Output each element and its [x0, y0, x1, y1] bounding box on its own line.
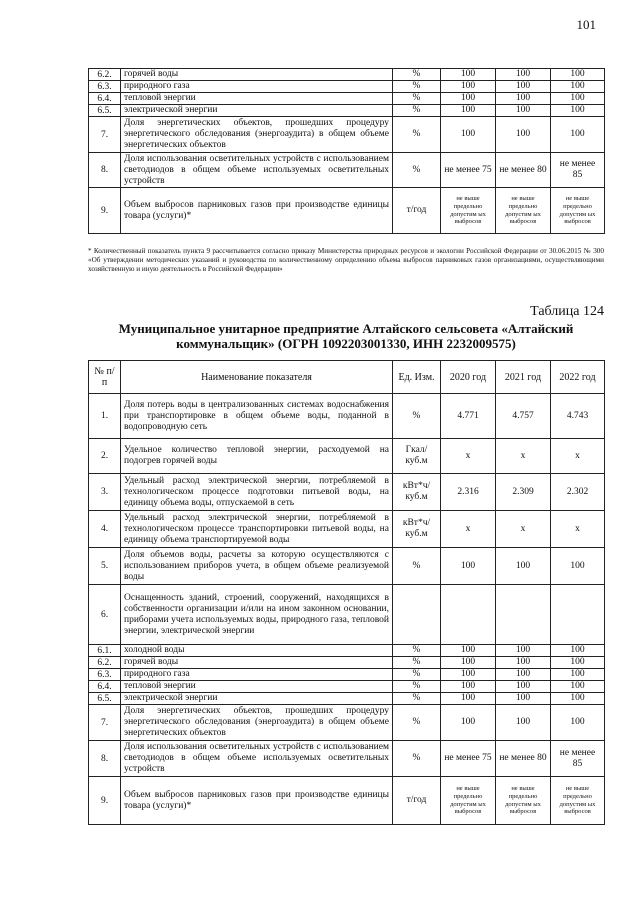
- indicator-name: Удельный расход электрической энергии, потребляемой в технологическом процессе транспортировки питьевой воды, на единицу объема транспортируемой воды: [121, 511, 393, 548]
- indicator-name: тепловой энергии: [121, 681, 393, 693]
- table-row: [89, 693, 605, 705]
- table-row: [89, 741, 605, 777]
- row-number: 8.: [89, 153, 121, 188]
- footnote: * Количественный показатель пункта 9 рассчитывается согласно приказу Министерства природных ресурсов и экологии Российской Федерации от 30.06.2015 № 300 «Об утверждении методических указаний и руководства по количественному определению объема выбросов парниковых газов организациями, осуществляющими хозяйственную и иную деятельность в Российской Федерации»: [88, 247, 604, 273]
- unit-cell: %: [393, 93, 441, 105]
- row-number: 6.2.: [89, 657, 121, 669]
- table-row: [89, 439, 605, 474]
- value-2021: не менее 80: [496, 153, 551, 188]
- unit-cell: [393, 585, 441, 645]
- value-2020: 100: [441, 105, 496, 117]
- value-2021: 100: [496, 81, 551, 93]
- table-row: [89, 585, 605, 645]
- unit-cell: %: [393, 705, 441, 741]
- unit-cell: кВт*ч/ куб.м: [393, 511, 441, 548]
- row-number: 6.5.: [89, 105, 121, 117]
- value-2020: не менее 75: [441, 153, 496, 188]
- value-2022: 100: [551, 693, 605, 705]
- unit-cell: %: [393, 693, 441, 705]
- table-continued: [88, 68, 605, 234]
- table-row: [89, 105, 605, 117]
- value-2021: 100: [496, 548, 551, 585]
- row-number: 9.: [89, 777, 121, 825]
- row-number: 6.5.: [89, 693, 121, 705]
- row-number: 7.: [89, 117, 121, 153]
- unit-cell: %: [393, 657, 441, 669]
- value-2020: 100: [441, 69, 496, 81]
- indicator-name: Оснащенность зданий, строений, сооружений, находящихся в собственности организации и/или на ином законном основании, приборами учета используемых воды, природного газа, тепловой энергии, электрической энергии: [121, 585, 393, 645]
- indicator-name: Доля энергетических объектов, прошедших процедуру энергетического обследования (энергоаудита) в общем объеме энергетических объектов: [121, 705, 393, 741]
- indicator-name: горячей воды: [121, 657, 393, 669]
- table-row: [89, 188, 605, 234]
- indicator-name: электрической энергии: [121, 693, 393, 705]
- value-2020: не менее 75: [441, 741, 496, 777]
- value-2022: не выше предельно допустим ых выбросов: [551, 188, 605, 234]
- value-2020: 100: [441, 645, 496, 657]
- value-2022: 4.743: [551, 394, 605, 439]
- value-2021: [496, 585, 551, 645]
- value-2020: 100: [441, 548, 496, 585]
- row-number: 2.: [89, 439, 121, 474]
- header-indicator: Наименование показателя: [121, 361, 393, 394]
- row-number: 1.: [89, 394, 121, 439]
- unit-cell: %: [393, 153, 441, 188]
- value-2022: не выше предельно допустим ых выбросов: [551, 777, 605, 825]
- row-number: 5.: [89, 548, 121, 585]
- row-number: 6.2.: [89, 69, 121, 81]
- header-row: [89, 361, 605, 394]
- value-2021: 100: [496, 681, 551, 693]
- value-2020: 100: [441, 705, 496, 741]
- unit-cell: т/год: [393, 188, 441, 234]
- value-2020: 100: [441, 81, 496, 93]
- indicator-name: природного газа: [121, 81, 393, 93]
- unit-cell: Гкал/ куб.м: [393, 439, 441, 474]
- value-2022: 100: [551, 645, 605, 657]
- unit-cell: %: [393, 117, 441, 153]
- table-row: [89, 153, 605, 188]
- value-2020: 100: [441, 117, 496, 153]
- table-row: [89, 777, 605, 825]
- table-row: [89, 81, 605, 93]
- row-number: 8.: [89, 741, 121, 777]
- value-2021: 100: [496, 669, 551, 681]
- unit-cell: %: [393, 69, 441, 81]
- table-row: [89, 511, 605, 548]
- table-row: [89, 548, 605, 585]
- value-2021: x: [496, 511, 551, 548]
- value-2022: 100: [551, 93, 605, 105]
- table-row: [89, 117, 605, 153]
- value-2020: x: [441, 439, 496, 474]
- table-row: [89, 681, 605, 693]
- table-row: [89, 474, 605, 511]
- value-2021: 100: [496, 705, 551, 741]
- value-2022: 100: [551, 657, 605, 669]
- value-2021: 4.757: [496, 394, 551, 439]
- value-2020: 2.316: [441, 474, 496, 511]
- unit-cell: %: [393, 681, 441, 693]
- value-2020: не выше предельно допустим ых выбросов: [441, 777, 496, 825]
- header-number: № п/п: [89, 361, 121, 394]
- value-2020: 100: [441, 681, 496, 693]
- organization-title: Муниципальное унитарное предприятие Алтайского сельсовета «Алтайский коммунальщик» (ОГРН 1092203001330, ИНН 2232009575): [118, 321, 574, 351]
- value-2020: не выше предельно допустим ых выбросов: [441, 188, 496, 234]
- indicator-name: Доля энергетических объектов, прошедших процедуру энергетического обследования (энергоаудита) в общем объеме энергетических объектов: [121, 117, 393, 153]
- row-number: 6.3.: [89, 81, 121, 93]
- value-2022: не менее 85: [551, 741, 605, 777]
- unit-cell: %: [393, 105, 441, 117]
- unit-cell: %: [393, 645, 441, 657]
- table-caption: Таблица 124: [530, 304, 604, 319]
- indicator-name: Объем выбросов парниковых газов при производстве единицы товара (услуги)*: [121, 188, 393, 234]
- value-2021: x: [496, 439, 551, 474]
- indicator-name: Доля объемов воды, расчеты за которую осуществляются с использованием приборов учета, в общем объеме реализуемой воды: [121, 548, 393, 585]
- row-number: 6.3.: [89, 669, 121, 681]
- row-number: 6.: [89, 585, 121, 645]
- value-2022: 100: [551, 117, 605, 153]
- value-2022: [551, 585, 605, 645]
- indicator-name: Объем выбросов парниковых газов при производстве единицы товара (услуги)*: [121, 777, 393, 825]
- row-number: 3.: [89, 474, 121, 511]
- value-2022: 100: [551, 705, 605, 741]
- row-number: 6.1.: [89, 645, 121, 657]
- value-2022: x: [551, 511, 605, 548]
- unit-cell: %: [393, 394, 441, 439]
- table-row: [89, 93, 605, 105]
- value-2022: 100: [551, 548, 605, 585]
- value-2020: x: [441, 511, 496, 548]
- value-2021: 100: [496, 657, 551, 669]
- value-2021: 100: [496, 105, 551, 117]
- indicator-name: Удельный расход электрической энергии, потребляемой в технологическом процессе подготовки питьевой воды, на единицу объема воды, отпускаемой в сеть: [121, 474, 393, 511]
- table-row: [89, 657, 605, 669]
- unit-cell: %: [393, 548, 441, 585]
- header-2022: 2022 год: [551, 361, 605, 394]
- value-2021: 100: [496, 117, 551, 153]
- value-2021: 2.309: [496, 474, 551, 511]
- value-2021: не выше предельно допустим ых выбросов: [496, 777, 551, 825]
- table-row: [89, 394, 605, 439]
- value-2022: x: [551, 439, 605, 474]
- value-2022: 100: [551, 81, 605, 93]
- indicator-name: природного газа: [121, 669, 393, 681]
- value-2020: 100: [441, 657, 496, 669]
- value-2022: 100: [551, 681, 605, 693]
- value-2020: 100: [441, 669, 496, 681]
- indicator-name: электрической энергии: [121, 105, 393, 117]
- value-2022: 2.302: [551, 474, 605, 511]
- value-2020: 100: [441, 693, 496, 705]
- value-2021: не выше предельно допустим ых выбросов: [496, 188, 551, 234]
- value-2021: 100: [496, 69, 551, 81]
- indicator-name: горячей воды: [121, 69, 393, 81]
- table-row: [89, 69, 605, 81]
- indicator-name: Удельное количество тепловой энергии, расходуемой на подогрев горячей воды: [121, 439, 393, 474]
- value-2020: 100: [441, 93, 496, 105]
- value-2022: 100: [551, 669, 605, 681]
- value-2021: 100: [496, 93, 551, 105]
- value-2022: не менее 85: [551, 153, 605, 188]
- row-number: 6.4.: [89, 93, 121, 105]
- value-2020: 4.771: [441, 394, 496, 439]
- unit-cell: кВт*ч/ куб.м: [393, 474, 441, 511]
- row-number: 6.4.: [89, 681, 121, 693]
- value-2021: не менее 80: [496, 741, 551, 777]
- unit-cell: %: [393, 741, 441, 777]
- table-continued-body: [89, 69, 605, 234]
- table-row: [89, 669, 605, 681]
- value-2022: 100: [551, 105, 605, 117]
- indicator-name: Доля потерь воды в централизованных системах водоснабжения при транспортировке в общем объеме воды, поданной в водопроводную сеть: [121, 394, 393, 439]
- unit-cell: т/год: [393, 777, 441, 825]
- indicators-table: [88, 360, 605, 825]
- page-number: 101: [576, 17, 596, 32]
- table-row: [89, 705, 605, 741]
- value-2022: 100: [551, 69, 605, 81]
- unit-cell: %: [393, 669, 441, 681]
- value-2021: 100: [496, 693, 551, 705]
- row-number: 9.: [89, 188, 121, 234]
- indicators-table-body: [89, 394, 605, 825]
- header-unit: Ед. Изм.: [393, 361, 441, 394]
- row-number: 7.: [89, 705, 121, 741]
- header-2020: 2020 год: [441, 361, 496, 394]
- indicator-name: Доля использования осветительных устройств с использованием светодиодов в общем объеме используемых осветительных устройств: [121, 741, 393, 777]
- unit-cell: %: [393, 81, 441, 93]
- indicator-name: тепловой энергии: [121, 93, 393, 105]
- row-number: 4.: [89, 511, 121, 548]
- value-2020: [441, 585, 496, 645]
- value-2021: 100: [496, 645, 551, 657]
- table-row: [89, 645, 605, 657]
- indicator-name: холодной воды: [121, 645, 393, 657]
- indicator-name: Доля использования осветительных устройств с использованием светодиодов в общем объеме используемых осветительных устройств: [121, 153, 393, 188]
- header-2021: 2021 год: [496, 361, 551, 394]
